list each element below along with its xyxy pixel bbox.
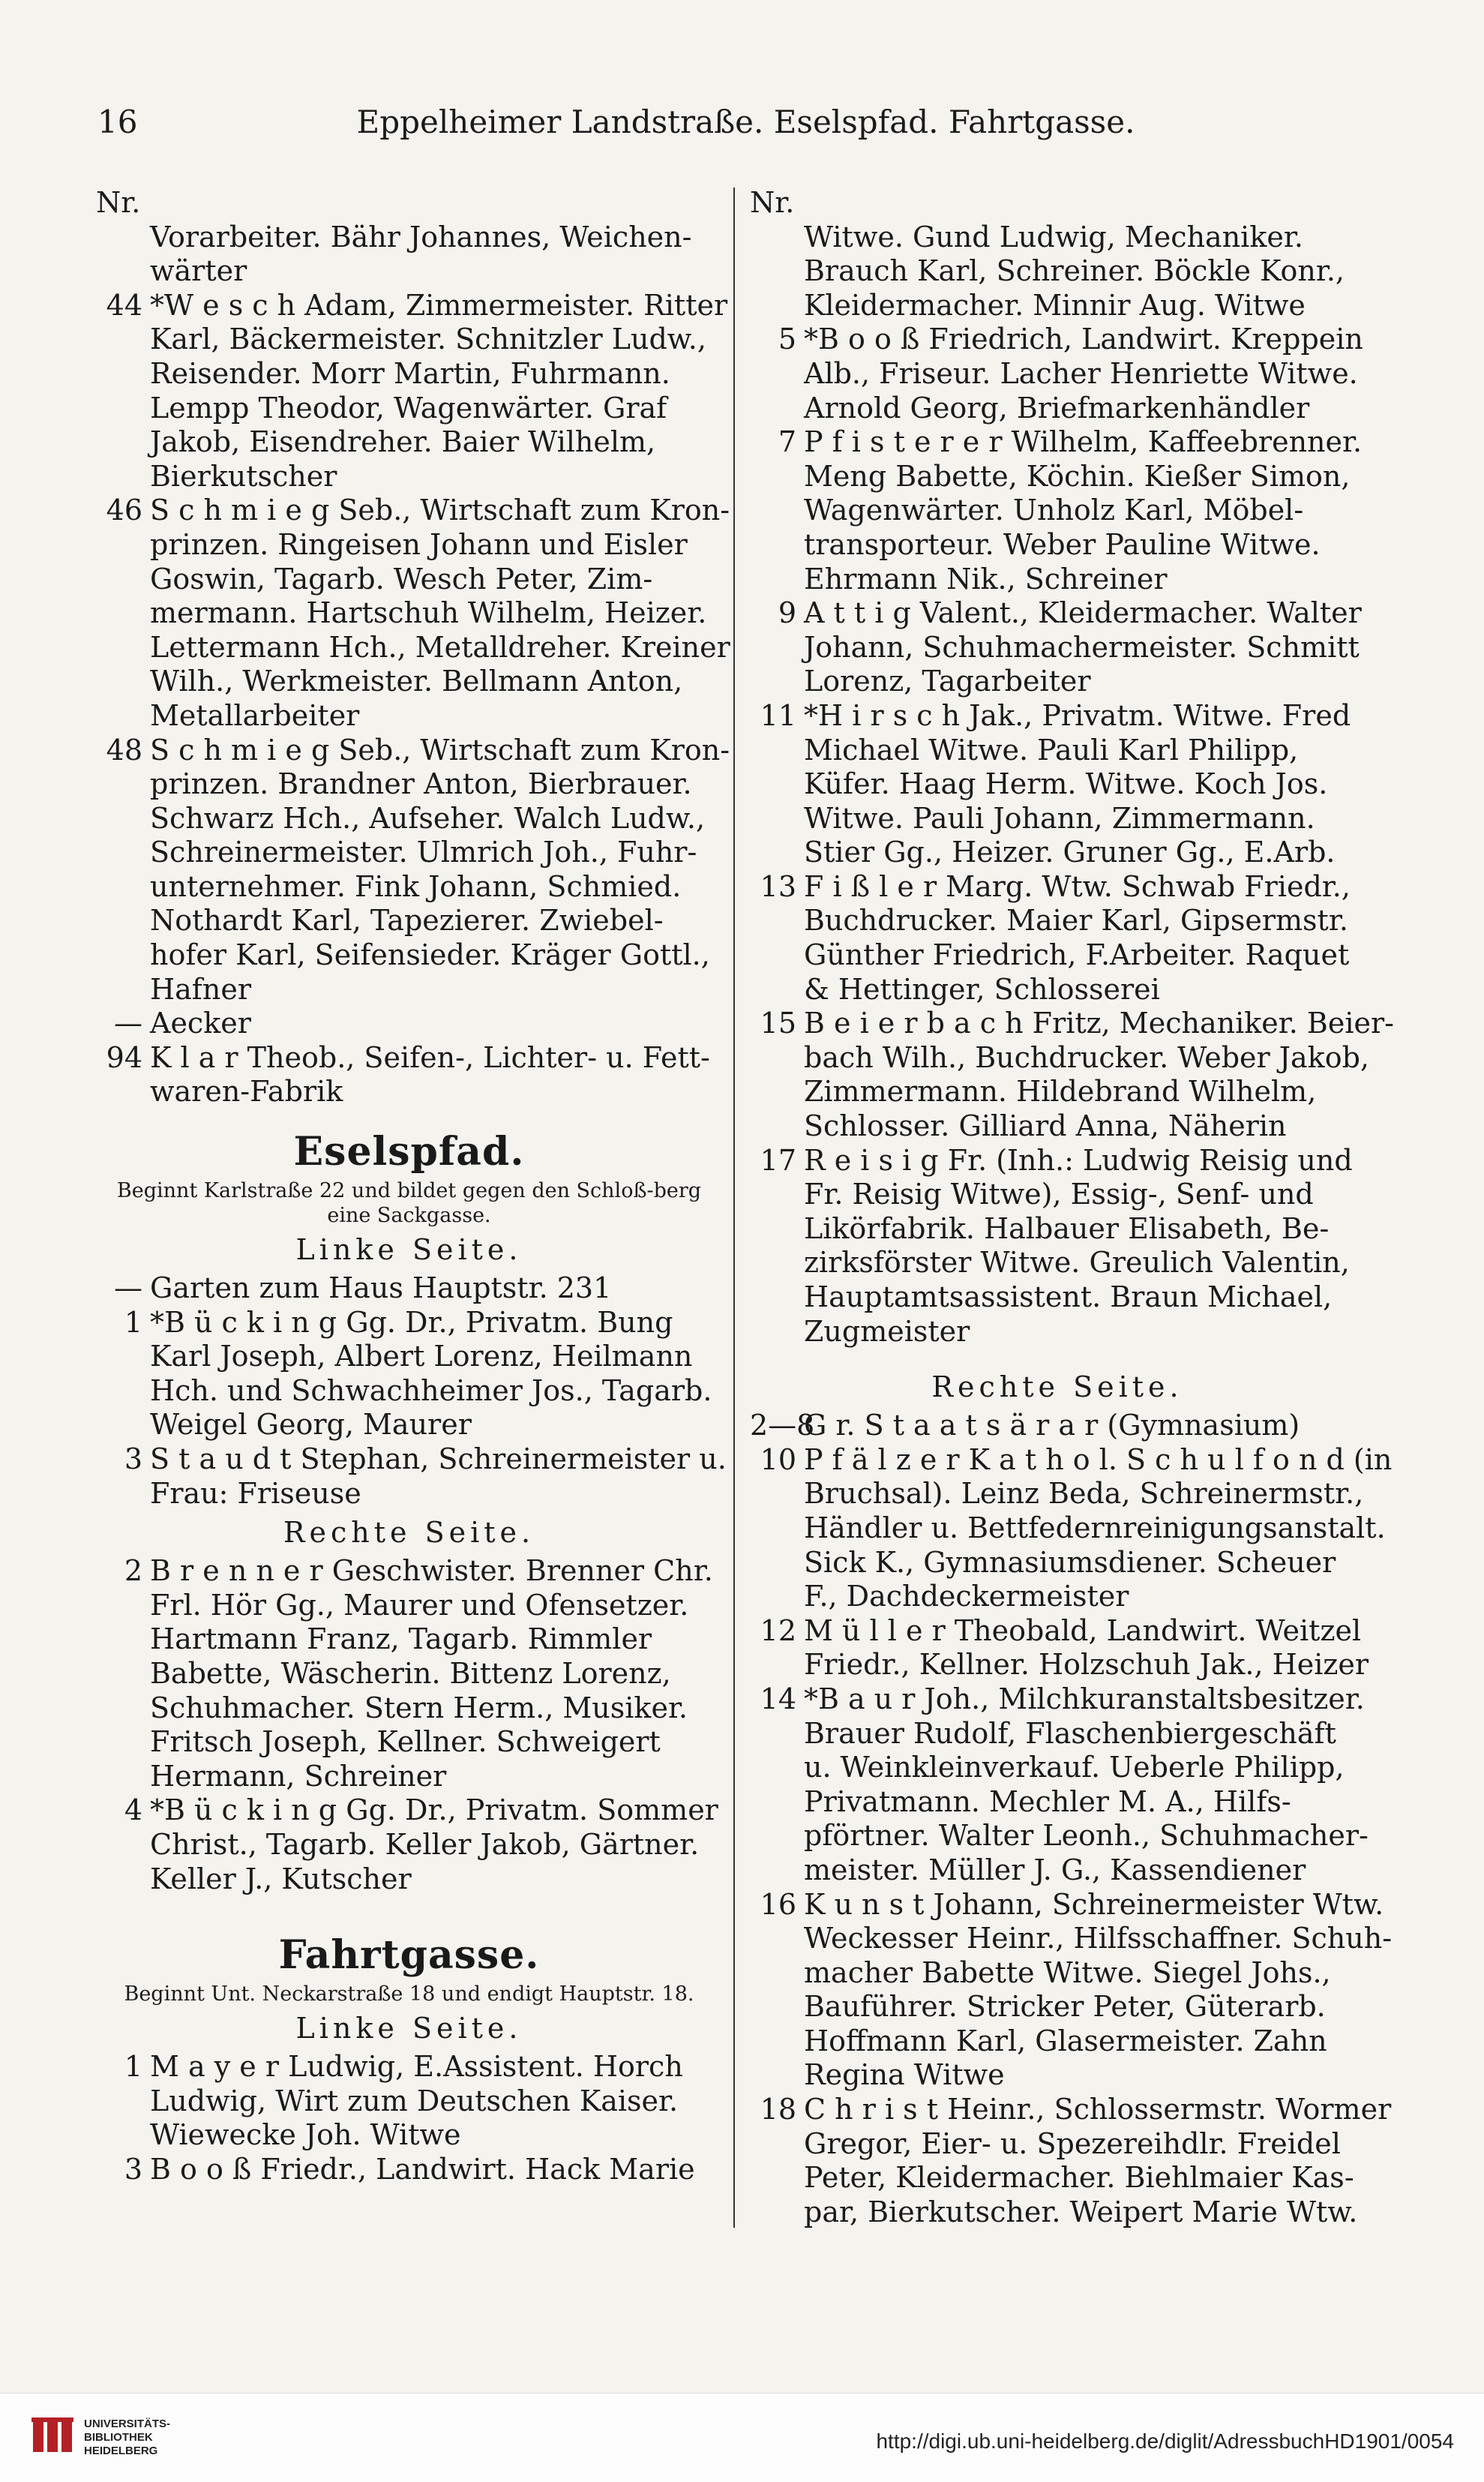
entry-number: 2 — [124, 1554, 142, 1588]
entry-number: 46 — [106, 494, 142, 527]
entry-continuation-line: Händler u. Bettfedernreinigungsanstalt. — [804, 1511, 1386, 1544]
entry-first-line — [750, 699, 1365, 734]
entry-text: Aecker — [150, 1007, 251, 1040]
entry-number: 3 — [124, 2152, 142, 2186]
entry-continuation-line: Küfer. Haag Herm. Witwe. Koch Jos. — [804, 767, 1328, 801]
entry-continuation-line: Brauer Rudolf, Flaschenbiergeschäft — [804, 1716, 1336, 1750]
entry-continuation-line: Wilh., Werkmeister. Bellmann Anton, — [150, 665, 683, 698]
entry-94 — [96, 1041, 722, 1109]
entry-text: M a y e r Ludwig, E.Assistent. Horch — [150, 2050, 683, 2084]
continuation-entry — [750, 221, 1365, 323]
entry-continuation-line: transporteur. Weber Pauline Witwe. — [804, 527, 1321, 561]
entry-continuation-line: Peter, Kleidermacher. Biehlmaier Kas- — [804, 2161, 1354, 2195]
entry-eselspfad-2 — [96, 1554, 722, 1793]
right-side-heading: Rechte Seite. — [931, 1370, 1183, 1404]
entry-continuation-line: Hartmann Franz, Tagarb. Rimmler — [150, 1622, 652, 1656]
entry-continuation-line: unternehmer. Fink Johann, Schmied. — [150, 869, 682, 903]
entry-number: 1 — [124, 2050, 142, 2084]
entry-continuation-line: bach Wilh., Buchdrucker. Weber Jakob, — [804, 1040, 1369, 1074]
entry-continuation-line: Reisender. Morr Martin, Fuhrmann. — [150, 356, 670, 390]
entry-continuation-line: Frau: Friseuse — [150, 1476, 361, 1510]
entry-9 — [750, 596, 1365, 699]
entry-first-line — [750, 1887, 1384, 1922]
entry-text: A t t i g Valent., Kleidermacher. Walter — [804, 596, 1362, 630]
entry-continuation-line: Ludwig, Wirt zum Deutschen Kaiser. — [150, 2084, 679, 2117]
entry-continuation-line: Schwarz Hch., Aufseher. Walch Ludw., — [150, 801, 706, 835]
entry-first-line — [96, 288, 728, 323]
entry-text: *B ü c k i n g Gg. Dr., Privatm. Bung — [150, 1305, 673, 1339]
right-side-heading: Rechte Seite. — [283, 1516, 535, 1550]
entry-continuation-line: Bruchsal). Leinz Beda, Schreinermstr., — [804, 1477, 1364, 1511]
entry-first-line — [750, 870, 1365, 905]
entry-continuation-line: mermann. Hartschuh Wilhelm, Heizer. — [150, 596, 707, 630]
library-name-line: BIBLIOTHEK — [84, 2431, 153, 2444]
entry-continuation-line: wärter — [150, 254, 247, 288]
running-title: Eppelheimer Landstraße. Eselspfad. Fahrtgasse. — [356, 104, 1135, 140]
entry-first-line — [96, 2153, 722, 2187]
entry-number: 13 — [760, 869, 796, 903]
entry-number: 14 — [760, 1682, 796, 1715]
entry-text: *B a u r Joh., Milchkuranstaltsbesitzer. — [804, 1682, 1365, 1715]
entry-text: *H i r s c h Jak., Privatm. Witwe. Fred — [804, 698, 1351, 732]
entry-first-line — [96, 733, 730, 768]
entry-continuation-line: prinzen. Ringeisen Johann und Eisler — [150, 527, 688, 561]
page-header — [97, 104, 1394, 149]
entry-number: 2—8 — [750, 1409, 815, 1442]
entry-first-line — [96, 1306, 722, 1340]
entry-number: 18 — [760, 2093, 796, 2126]
entry-44 — [96, 288, 728, 494]
entry-continuation-line: Christ., Tagarb. Keller Jakob, Gärtner. — [150, 1827, 700, 1861]
entry-continuation-line: Regina Witwe — [804, 2058, 1005, 2092]
entry-continuation-line: meister. Müller J. G., Kassendiener — [804, 1853, 1306, 1886]
entry-continuation-line: Hch. und Schwachheimer Jos., Tagarb. — [150, 1373, 712, 1407]
entry-continuation-line: Privatmann. Mechler M. A., Hilfs- — [804, 1784, 1291, 1818]
entry-continuation-line: Babette, Wäscherin. Bittenz Lorenz, — [150, 1656, 671, 1690]
nr-label: Nr. — [96, 186, 141, 219]
left-column — [96, 186, 730, 2187]
entry-continuation-line: Witwe. Gund Ludwig, Mechaniker. — [804, 220, 1303, 254]
entry-first-line — [750, 1007, 1394, 1041]
entry-continuation-line: Wiewecke Joh. Witwe — [150, 2118, 461, 2152]
entry-fahrtgasse-1 — [96, 2050, 722, 2153]
right-column — [750, 186, 1394, 2229]
entry-eselspfad-3 — [96, 1442, 727, 1511]
entry-18 — [750, 2093, 1392, 2229]
entry-continuation-line: Bierkutscher — [150, 459, 337, 493]
entry-text: P f i s t e r e r Wilhelm, Kaffeebrenner. — [804, 425, 1363, 459]
entry-46 — [96, 494, 730, 733]
section-title-fahrtgasse: Fahrtgasse. — [278, 1932, 540, 1979]
entry-fahrtgasse-3 — [96, 2153, 722, 2187]
entry-continuation-line: Fritsch Joseph, Kellner. Schweigert — [150, 1725, 661, 1759]
entry-continuation-line: Lettermann Hch., Metalldreher. Kreiner — [150, 630, 730, 664]
entry-continuation-line: Lorenz, Tagarbeiter — [804, 665, 1091, 698]
entry-14 — [750, 1682, 1369, 1888]
entry-continuation-line: Karl Joseph, Albert Lorenz, Heilmann — [150, 1340, 693, 1373]
section-description-eselspfad: Beginnt Karlstraße 22 und bildet gegen den Schloß-berg eine Sackgasse. — [116, 1179, 702, 1228]
entry-continuation-line: Michael Witwe. Pauli Karl Philipp, — [804, 733, 1299, 767]
entry-first-line — [750, 323, 1365, 357]
entry-text: R e i s i g Fr. (Inh.: Ludwig Reisig und — [804, 1143, 1353, 1177]
entry-continuation-line: Brauch Karl, Schreiner. Böckle Konr., — [804, 254, 1345, 288]
entry-continuation-line: hofer Karl, Seifensieder. Kräger Gottl., — [150, 938, 710, 972]
entry-continuation-line: Keller J., Kutscher — [150, 1862, 412, 1895]
nr-label: Nr. — [750, 186, 795, 219]
entry-continuation-line: Gregor, Eier- u. Spezereihdlr. Freidel — [804, 2126, 1341, 2160]
entry-first-line — [96, 494, 730, 528]
entry-first-line — [96, 1271, 722, 1306]
entry-2-8 — [750, 1409, 1365, 1443]
entry-continuation-line: Witwe. Pauli Johann, Zimmermann. — [804, 801, 1315, 835]
entry-first-line — [750, 1682, 1365, 1717]
entry-continuation-line: Schuhmacher. Stern Herm., Musiker. — [150, 1691, 688, 1724]
entry-number: 17 — [760, 1143, 796, 1177]
entry-first-line — [750, 2093, 1392, 2127]
entry-eselspfad-4 — [96, 1793, 722, 1896]
entry-continuation-line: Hauptamtsassistent. Braun Michael, — [804, 1280, 1333, 1313]
entry-first-line — [750, 1442, 1393, 1478]
entry-13 — [750, 870, 1365, 1007]
entry-continuation-line: Schreinermeister. Ulmrich Joh., Fuhr- — [150, 836, 697, 869]
entry-continuation-line: Jakob, Eisendreher. Baier Wilhelm, — [150, 425, 656, 459]
entry-continuation-line: u. Weinkleinverkauf. Ueberle Philipp, — [804, 1751, 1345, 1784]
entry-text: S c h m i e g Seb., Wirtschaft zum Kron- — [150, 733, 730, 767]
entry-continuation-line: Friedr., Kellner. Holzschuh Jak., Heizer — [804, 1648, 1369, 1682]
entry-number: 16 — [760, 1887, 796, 1921]
entry-continuation-line: & Hettinger, Schlosserei — [804, 972, 1160, 1006]
entry-number: — — [114, 1007, 142, 1040]
entry-first-line — [96, 1793, 722, 1828]
entry-number: 3 — [124, 1442, 142, 1475]
entry-number: 4 — [124, 1793, 142, 1827]
library-name-line: HEIDELBERG — [84, 2444, 158, 2457]
entry-text: *W e s c h Adam, Zimmermeister. Ritter — [150, 288, 728, 322]
entry-continuation-line: Günther Friedrich, F.Arbeiter. Raquet — [804, 938, 1350, 972]
entry-continuation-line: Karl, Bäckermeister. Schnitzler Ludw., — [150, 323, 706, 356]
entry-continuation-line: Meng Babette, Köchin. Kießer Simon, — [804, 459, 1351, 493]
entry-text: G r. S t a a t s ä r a r (Gymnasium) — [804, 1409, 1300, 1442]
entry-17 — [750, 1144, 1365, 1349]
entry-text: B o o ß Friedr., Landwirt. Hack Marie — [150, 2152, 695, 2186]
entry-continuation-line: Zimmermann. Hildebrand Wilhelm, — [804, 1075, 1317, 1109]
entry-number: — — [114, 1271, 142, 1305]
entry-number: 44 — [106, 288, 142, 322]
column-divider — [733, 188, 735, 2228]
digitization-footer — [0, 2393, 1484, 2482]
page-number: 16 — [97, 104, 138, 140]
entry-continuation-line: Lempp Theodor, Wagenwärter. Graf — [150, 391, 667, 425]
entry-12 — [750, 1613, 1369, 1682]
entry-first-line — [750, 1144, 1365, 1178]
entry-continuation-line: par, Bierkutscher. Weipert Marie Wtw. — [804, 2195, 1358, 2228]
library-name — [84, 2417, 234, 2458]
continuation-entry — [96, 221, 722, 289]
entry-48 — [96, 733, 730, 1007]
entry-number: 1 — [124, 1305, 142, 1339]
entry-continuation-line: Schlosser. Gilliard Anna, Näherin — [804, 1109, 1287, 1143]
entry-text: S t a u d t Stephan, Schreinermeister u. — [150, 1442, 727, 1475]
entry-first-line — [750, 1614, 1365, 1649]
entry-5 — [750, 323, 1365, 425]
entry-eselspfad-1 — [96, 1306, 722, 1442]
entry-first-line — [750, 425, 1365, 460]
entry-first-line — [750, 1409, 1365, 1443]
entry-continuation-line: Fr. Reisig Witwe), Essig-, Senf- und — [804, 1178, 1314, 1211]
section-title-eselspfad: Eselspfad. — [293, 1129, 525, 1175]
entry-number: 12 — [760, 1613, 796, 1647]
entry-dash-aecker — [96, 1007, 722, 1041]
entry-number: 9 — [778, 596, 796, 630]
entry-number: 5 — [778, 323, 796, 356]
entry-number: 7 — [778, 425, 796, 459]
entry-16 — [750, 1887, 1393, 2093]
entry-text: B r e n n e r Geschwister. Brenner Chr. — [150, 1554, 713, 1588]
entry-continuation-line: Alb., Friseur. Lacher Henriette Witwe. — [804, 356, 1358, 390]
left-side-heading-fahrtgasse: Linke Seite. — [295, 2012, 523, 2045]
entry-continuation-line: pförtner. Walter Leonh., Schuhmacher- — [804, 1819, 1369, 1853]
entry-continuation-line: Kleidermacher. Minnir Aug. Witwe — [804, 288, 1306, 322]
entry-text: P f ä l z e r K a t h o l. S c h u l f o n d (in — [804, 1442, 1393, 1476]
entry-continuation-line: F., Dachdeckermeister — [804, 1580, 1129, 1613]
entry-continuation-line: prinzen. Brandner Anton, Bierbrauer. — [150, 767, 692, 801]
entry-first-line — [96, 2050, 722, 2084]
entry-continuation-line: Weigel Georg, Maurer — [150, 1408, 472, 1442]
library-name-line: UNIVERSITÄTS- — [84, 2417, 171, 2430]
entry-7 — [750, 425, 1365, 596]
entry-continuation-line: macher Babette Witwe. Siegel Johs., — [804, 1955, 1331, 1989]
entry-continuation-line: Hoffmann Karl, Glasermeister. Zahn — [804, 2024, 1327, 2057]
entry-continuation-line: Sick K., Gymnasiumsdiener. Scheuer — [804, 1545, 1336, 1579]
entry-continuation-line: Johann, Schuhmachermeister. Schmitt — [804, 630, 1360, 664]
entry-11 — [750, 699, 1365, 870]
entry-continuation-line: Buchdrucker. Maier Karl, Gipsermstr. — [804, 904, 1348, 938]
entry-text: *B o o ß Friedrich, Landwirt. Kreppein — [804, 323, 1363, 356]
entry-number: 15 — [760, 1007, 796, 1040]
entry-continuation-line: Bauführer. Stricker Peter, Güterarb. — [804, 1990, 1326, 2024]
entry-garten — [96, 1271, 722, 1306]
entry-continuation-line: Frl. Hör Gg., Maurer und Ofensetzer. — [150, 1588, 689, 1622]
entry-number: 94 — [106, 1040, 142, 1074]
entry-continuation-line: waren-Fabrik — [150, 1075, 343, 1109]
entry-first-line — [96, 1554, 722, 1589]
entry-continuation-line: Wagenwärter. Unholz Karl, Möbel- — [804, 494, 1304, 527]
entry-text: K u n s t Johann, Schreinermeister Wtw. — [804, 1887, 1384, 1921]
entry-text: B e i e r b a c h Fritz, Mechaniker. Beier- — [804, 1007, 1394, 1040]
entry-continuation-line: Ehrmann Nik., Schreiner — [804, 562, 1168, 596]
entry-continuation-line: Hermann, Schreiner — [150, 1759, 447, 1793]
university-library-logo-icon — [30, 2414, 75, 2459]
entry-15 — [750, 1007, 1394, 1143]
entry-continuation-line: Arnold Georg, Briefmarkenhändler — [804, 391, 1310, 425]
entry-continuation-line: Goswin, Tagarb. Wesch Peter, Zim- — [150, 562, 653, 596]
entry-text: Garten zum Haus Hauptstr. 231 — [150, 1271, 612, 1305]
entry-number: 48 — [106, 733, 142, 767]
entry-continuation-line: zirksförster Witwe. Greulich Valentin, — [804, 1246, 1350, 1280]
entry-continuation-line: Vorarbeiter. Bähr Johannes, Weichen- — [150, 220, 692, 254]
entry-continuation-line: Stier Gg., Heizer. Gruner Gg., E.Arb. — [804, 836, 1336, 869]
entry-text: K l a r Theob., Seifen-, Lichter- u. Fett- — [150, 1040, 710, 1074]
entry-first-line — [96, 1041, 722, 1076]
entry-first-line — [750, 596, 1365, 631]
entry-continuation-line: Likörfabrik. Halbauer Elisabeth, Be- — [804, 1211, 1330, 1245]
entry-text: M ü l l e r Theobald, Landwirt. Weitzel — [804, 1613, 1362, 1647]
entry-text: C h r i s t Heinr., Schlossermstr. Wormer — [804, 2093, 1392, 2126]
entry-continuation-line: Hafner — [150, 972, 251, 1006]
entry-first-line — [96, 1007, 722, 1041]
entry-number: 10 — [760, 1442, 796, 1476]
entry-10 — [750, 1442, 1393, 1614]
entry-continuation-line: Zugmeister — [804, 1314, 970, 1348]
entry-text: S c h m i e g Seb., Wirtschaft zum Kron- — [150, 494, 730, 527]
left-side-heading: Linke Seite. — [295, 1233, 523, 1267]
source-url-link[interactable]: http://digi.ub.uni-heidelberg.de/diglit/AdressbuchHD1901/0054 — [876, 2429, 1454, 2453]
entry-text: F i ß l e r Marg. Wtw. Schwab Friedr., — [804, 869, 1351, 903]
section-description-fahrtgasse: Beginnt Unt. Neckarstraße 18 und endigt Hauptstr. 18. — [124, 1982, 694, 2006]
entry-text: *B ü c k i n g Gg. Dr., Privatm. Sommer — [150, 1793, 718, 1827]
entry-first-line — [96, 1442, 727, 1477]
entry-continuation-line: Metallarbeiter — [150, 698, 360, 732]
entry-continuation-line: Nothardt Karl, Tapezierer. Zwiebel- — [150, 904, 664, 938]
entry-continuation-line: Weckesser Heinr., Hilfsschaffner. Schuh- — [804, 1922, 1393, 1955]
entry-number: 11 — [760, 698, 796, 732]
